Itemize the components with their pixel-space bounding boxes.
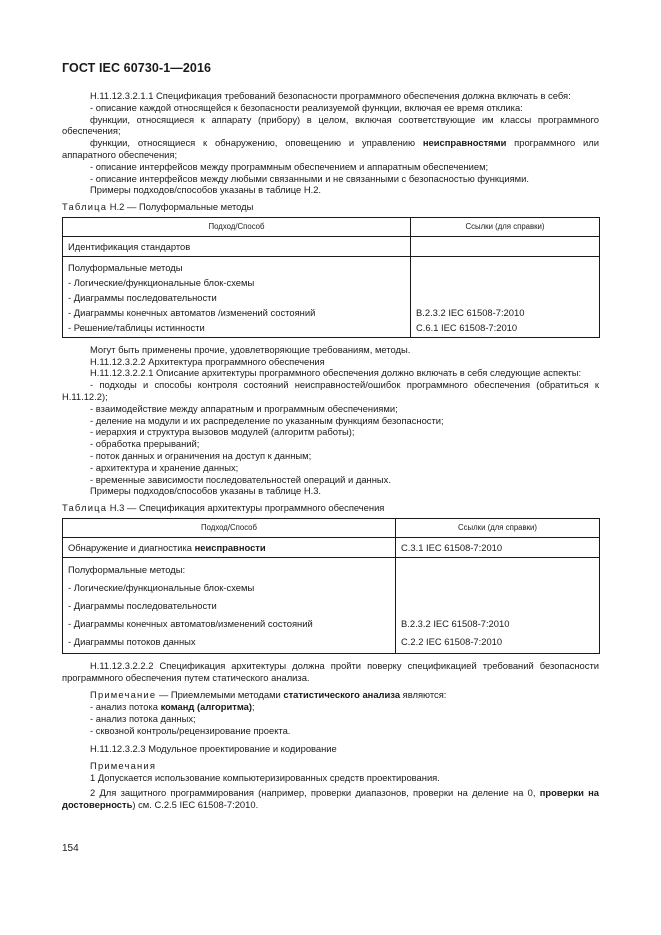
spacer [416,260,594,275]
note-item: - сквозной контроль/рецензирование проекта. [90,724,291,736]
table-row [63,537,600,557]
clause-heading: Н.11.12.3.2.3 Модульное проектирование и кодирование [90,742,337,754]
list-item: - поток данных и ограничения на доступ к данным; [90,449,312,461]
text-run: являются: [400,689,447,701]
clause-heading: Н.11.12.3.2.2 Архитектура программного обеспечения [90,355,325,367]
bold-text: статистического анализа [283,689,401,701]
text-run: программного или аппаратного обеспечения; [62,137,599,160]
note-item: - анализ потока данных; [90,712,196,724]
table-cell: С.3.1 IEC 61508-7:2010 [396,537,600,557]
table-row [63,256,600,337]
list-item: - архитектура и хранение данных; [90,461,239,473]
method-item: - Диаграммы последовательности [68,599,217,611]
page-body [62,90,599,810]
text-run: 2 Для защитного программирования (например, проверки диапазонов, проверки на деление на 0, [90,786,540,798]
page-number: 154 [62,843,79,854]
column-header: Ссылки (для справки) [396,518,600,537]
bold-text: команд (алгоритма) [160,701,253,713]
column-header: Ссылки (для справки) [411,217,600,236]
text-run: ; [252,701,255,713]
method-item: - Диаграммы конечных автоматов/изменений состояний [68,617,313,629]
clause-text: Н.11.12.3.2.2.1 Описание архитектуры программного обеспечения должно включать в себя следующие аспекты: [90,367,582,379]
list-item: - подходы и способы контроля состояний неисправностей/ошибок программного обеспечения (обратиться к Н.11.12.2); [62,379,599,402]
caption-text: Н.2 — Полуформальные методы [107,201,254,213]
note-item: 1 Допускается использование компьютеризированных средств проектирования. [90,772,440,784]
ref-item [416,290,594,305]
list-subitem [62,137,599,161]
list-item: - временные зависимости последовательностей операций и данных. [90,473,391,485]
bold-text: неисправности [194,541,266,553]
column-header: Подход/Способ [63,217,411,236]
clause-text: Н.11.12.3.2.1.1 Спецификация требований безопасности программного обеспечения должна включать в себя: [90,90,571,101]
text-run: — Приемлемыми методами [156,689,284,701]
caption-label: Таблица [62,201,108,213]
list-item: - описание каждой относящейся к безопасности реализуемой функции, включая ее время отклика: [90,101,523,113]
list-item: - иерархия и структура вызовов модулей (алгоритм работы); [90,426,355,438]
list-item: - описание интерфейсов между программным обеспечением и аппаратным обеспечением; [90,160,489,172]
table-caption [62,502,599,514]
table-header-row [63,217,600,236]
ref-item: В.2.3.2 IEC 61508-7:2010 [401,617,510,629]
table-cell [411,236,600,256]
method-item: - Логические/функциональные блок-схемы [68,276,255,288]
table-cell [411,256,600,337]
text-run: - анализ потока [90,701,161,713]
method-item: - Диаграммы последовательности [68,291,217,303]
bold-text: неисправностями [422,137,507,149]
spacer [401,561,594,579]
ref-item [401,579,594,597]
list-item: - описание интерфейсов между любыми связанными и не связанными с безопасностью функциями. [90,172,529,184]
method-item: - Решение/таблицы истинности [68,321,205,333]
standard-header: ГОСТ IEC 60730-1—2016 [62,61,212,75]
list-subitem: функции, относящиеся к аппарату (прибору) в целом, включая соответствующие им классы программного обеспечения; [62,113,599,137]
table-row [63,557,600,653]
group-title: Полуформальные методы: [68,563,186,575]
table-cell: Идентификация стандартов [63,236,411,256]
paragraph: Могут быть применены прочие, удовлетворяющие требованиям, методы. [90,343,411,355]
text-run: функции, относящиеся к обнаружению, оповещению и управлению [90,137,423,149]
method-item: - Логические/функциональные блок-схемы [68,581,255,593]
note [62,689,599,701]
method-item: - Диаграммы потоков данных [68,635,196,647]
ref-item: В.2.3.2 IEC 61508-7:2010 [416,306,525,318]
table-cell [63,537,396,557]
ref-item [416,275,594,290]
table-cell [63,256,411,337]
table-row [63,236,600,256]
group-title: Полуформальные методы [68,261,183,273]
note-label: Примечание [90,689,157,701]
ref-item: С.6.1 IEC 61508-7:2010 [416,321,518,333]
note-item [62,787,599,811]
examples-ref: Примеры подходов/способов указаны в таблице Н.3. [90,485,322,497]
notes-label: Примечания [90,760,157,772]
list-item: - взаимодействие между аппаратным и программным обеспечениями; [90,402,398,414]
examples-ref: Примеры подходов/способов указаны в таблице Н.2. [90,184,322,196]
caption-text: Н.3 — Спецификация архитектуры программного обеспечения [107,502,385,514]
clause-text: Н.11.12.3.2.2.2 Спецификация архитектуры должна пройти поверку спецификацией требований безопасности программного обеспечения путем статического анализа. [62,659,599,683]
table-header-row [63,518,600,537]
list-item: - обработка прерываний; [90,438,200,450]
text-run: Обнаружение и диагностика [68,541,195,553]
ref-item: С.2.2 IEC 61508-7:2010 [401,635,503,647]
method-item: - Диаграммы конечных автоматов /изменений состояний [68,306,316,318]
table-cell [63,557,396,653]
table-cell [396,557,600,653]
table-caption [62,201,599,213]
note-item [62,701,599,713]
bold-text: проверки на достоверность [62,786,599,810]
ref-item [401,597,594,615]
text-run: ) см. С.2.5 IEC 61508-7:2010. [132,798,259,810]
column-header: Подход/Способ [63,518,396,537]
table-semiformal-methods [62,217,600,338]
caption-label: Таблица [62,502,108,514]
table-architecture-spec [62,518,600,654]
list-item: - деление на модули и их распределение по указанным функциям безопасности; [90,414,444,426]
